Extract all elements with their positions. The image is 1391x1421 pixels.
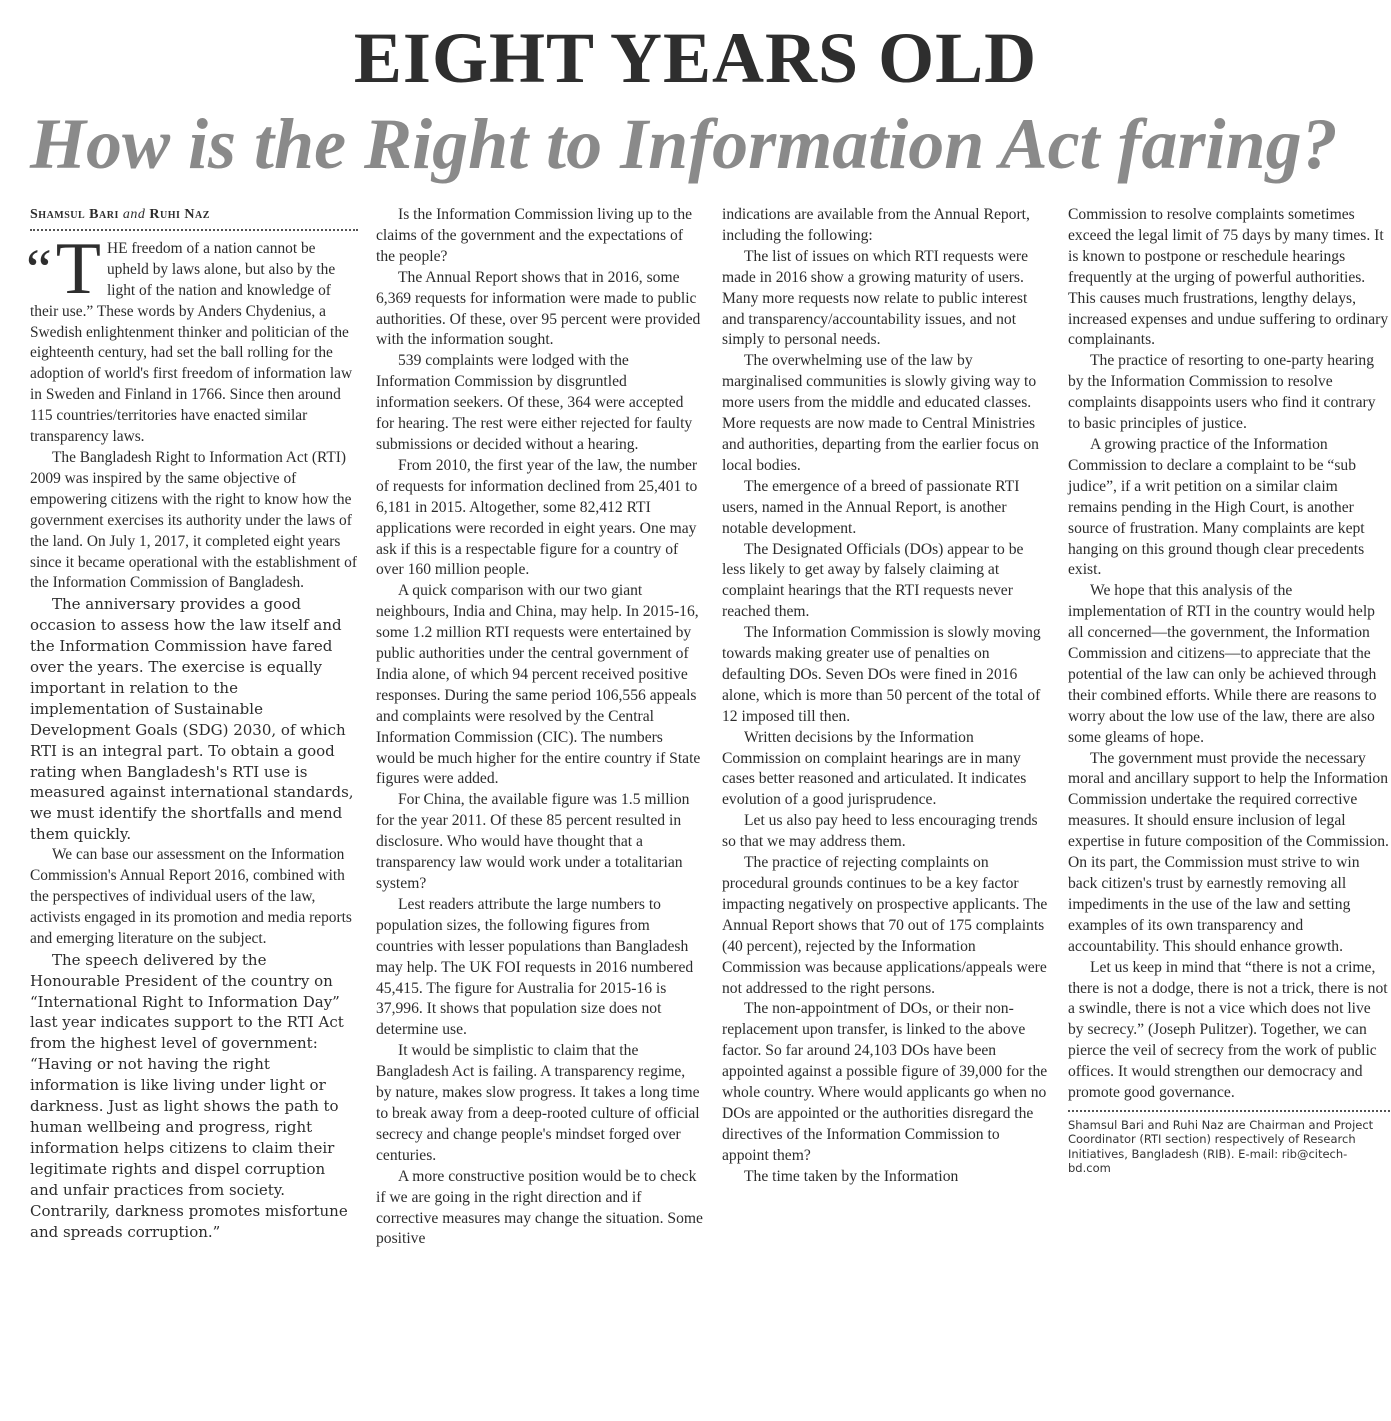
paragraph: Is the Information Commission living up to the claims of the government and the expectations of the people? bbox=[376, 206, 693, 265]
paragraph: The list of issues on which RTI requests were made in 2016 show a growing maturity of users. Many more requests now relate to public interest and transparency/accountability issues, and not simply to personal needs. bbox=[722, 247, 1029, 349]
paragraph: The practice of resorting to one-party hearing by the Information Commission to resolve complaints disappoints users who find it contrary to basic principles of justice. bbox=[1068, 352, 1376, 433]
paragraph: The speech delivered by the Honourable President of the country on “International Right to Information Day” last year indicates support to the RTI Act from the highest level of government: “Having or not having the right information is like living under light or darkness. Just as light shows the path to human wellbeing and progress, right information helps citizens to claim their legitimate rights and dispel corruption and unfair practices from society. Contrarily, darkness promotes misfortune and spreads corruption.” bbox=[30, 950, 348, 1241]
paragraph: 539 complaints were lodged with the Information Commission by disgruntled information seekers. Of these, 364 were accepted for hearing. The rest were either rejected for faulty submissions or decided without a hearing. bbox=[376, 352, 693, 453]
paragraph: It would be simplistic to claim that the Bangladesh Act is failing. A transparency regime, by nature, makes slow progress. It takes a long time to break away from a deep-rooted culture of official secrecy and change people's mindset forged over centuries. bbox=[376, 1042, 700, 1164]
paragraph: Lest readers attribute the large numbers to population sizes, the following figures from countries with lesser populations than Bangladesh may help. The UK FOI requests in 2016 numbered 45,415. The figure for Australia for 2015-16 is 37,996. It shows that population size does not determine use. bbox=[376, 895, 694, 1039]
paragraph: The time taken by the Information bbox=[744, 1167, 959, 1185]
paragraph: Let us keep in mind that “there is not a crime, there is not a dodge, there is not a trick, there is not a swindle, there is not a vice which does not live by secrecy.” (Joseph Pulitzer). Together, we can pierce the veil of secrecy from the work of public offices. It would strengthen our democracy and promote good governance. bbox=[1068, 958, 1388, 1102]
byline-conjunction: and bbox=[122, 207, 146, 222]
column-3 bbox=[722, 205, 1050, 1188]
paragraph: indications are available from the Annual Report, including the following: bbox=[722, 206, 1030, 244]
paragraph: The Information Commission is slowly moving towards making greater use of penalties on defaulting DOs. Seven DOs were fined in 2016 alone, which is more than 50 percent of the total of 12 imposed till then. bbox=[722, 624, 1041, 725]
author-2: Ruhi Naz bbox=[149, 207, 210, 222]
paragraph: We can base our assessment on the Information Commission's Annual Report 2016, combined with the perspectives of individual users of the law, activists engaged in its promotion and media reports and emerging literature on the subject. bbox=[30, 846, 352, 947]
paragraph: The Designated Officials (DOs) appear to be less likely to get away by falsely claiming at complaint hearings that the RTI requests never reached them. bbox=[722, 540, 1024, 621]
paragraph: From 2010, the first year of the law, the number of requests for information declined from 25,401 to 6,181 in 2015. Altogether, some 82,412 RTI applications were recorded in eight years. One may ask if this is a respectable figure for a country of over 160 million people. bbox=[376, 456, 698, 579]
author-footnote: Shamsul Bari and Ruhi Naz are Chairman and Project Coordinator (RTI section) respectively of Research Initiatives, Bangladesh (RIB). E-mail: rib@citech-bd.com bbox=[1068, 1110, 1390, 1176]
subheadline: How is the Right to Information Act faring? bbox=[30, 104, 1338, 184]
paragraph: The emergence of a breed of passionate RTI users, named in the Annual Report, is another notable development. bbox=[722, 477, 1020, 537]
paragraph: The Annual Report shows that in 2016, some 6,369 requests for information were made to public authorities. Of these, over 95 percent were provided with the information sought. bbox=[376, 268, 701, 349]
dropcap-letter: T bbox=[55, 227, 101, 310]
paragraph: The Bangladesh Right to Information Act (RTI) 2009 was inspired by the same objective of empowering citizens with the right to know how the government exercises its authority under the laws of the land. On July 1, 2017, it completed eight years since it became operational with the establishment of the Information Commission of Bangladesh. bbox=[30, 448, 357, 592]
column-4 bbox=[1068, 205, 1390, 1176]
paragraph: The government must provide the necessary moral and ancillary support to help the Information Commission undertake the required corrective measures. It should ensure inclusion of legal expertise in future composition of the Commission. On its part, the Commission must strive to win back citizen's trust by earnestly removing all impediments in the use of the law and setting examples of its own transparency and accountability. This should enhance growth. bbox=[1068, 749, 1389, 955]
paragraph: Written decisions by the Information Commission on complaint hearings are in many cases better reasoned and articulated. It indicates evolution of a good jurisprudence. bbox=[722, 728, 1027, 809]
paragraph: A quick comparison with our two giant neighbours, India and China, may help. In 2015-16, some 1.2 million RTI requests were entertained by public authorities under the central government of India alone, of which 94 percent received positive responses. During the same period 106,556 appeals and complaints were resolved by the Central Information Commission (CIC). The numbers would be much higher for the entire country if State figures were added. bbox=[376, 582, 701, 788]
paragraph: The practice of rejecting complaints on procedural grounds continues to be a key factor impacting negatively on prospective applicants. The Annual Report shows that 70 out of 175 complaints (40 percent), rejected by the Information Commission was because applications/appeals were not addressed to the right persons. bbox=[722, 854, 1048, 997]
author-1: Shamsul Bari bbox=[30, 207, 119, 222]
column-1 bbox=[26, 205, 358, 1242]
paragraph: The anniversary provides a good occasion to assess how the law itself and the Information Commission have fared over the years. The exercise is equally important in relation to the implementation of Sustainable Development Goals (SDG) 2030, of which RTI is an integral part. To obtain a good rating when Bangladesh's RTI use is measured against international standards, we must identify the shortfalls and mend them quickly. bbox=[30, 595, 354, 844]
paragraph: We hope that this analysis of the implementation of RTI in the country would help all concerned—the government, the Information Commission and citizens—to appreciate that the potential of the law can only be achieved through their combined efforts. While there are reasons to worry about the low use of the law, there are also some gleams of hope. bbox=[1068, 582, 1377, 746]
paragraph: The overwhelming use of the law by marginalised communities is slowly giving way to more users from the middle and educated classes. More requests are now made to Central Ministries and authorities, departing from the earlier focus on local bodies. bbox=[722, 352, 1039, 474]
paragraph: A more constructive position would be to check if we are going in the right direction and if corrective measures may change the situation. Some positive bbox=[376, 1167, 703, 1248]
paragraph: A growing practice of the Information Commission to declare a complaint to be “sub judice”, if a writ petition on a similar claim remains pending in the High Court, is another source of frustration. Many complaints are kept hanging on this ground though clear precedents exist. bbox=[1068, 435, 1365, 579]
dropcap-quote: “ bbox=[26, 236, 52, 302]
column-2 bbox=[376, 205, 704, 1250]
paragraph bbox=[26, 227, 358, 448]
paragraph: For China, the available figure was 1.5 million for the year 2011. Of these 85 percent resulted in disclosure. Who would have thought that a transparency law would work under a totalitarian system? bbox=[376, 791, 690, 892]
paragraph: Commission to resolve complaints sometimes exceed the legal limit of 75 days by many times. It is known to postpone or reschedule hearings frequently at the urging of powerful authorities. This causes much frustrations, lengthy delays, increased expenses and undue suffering to ordinary complainants. bbox=[1068, 206, 1389, 349]
paragraph: Let us also pay heed to less encouraging trends so that we may address them. bbox=[722, 812, 1038, 851]
paragraph-text: HE freedom of a nation cannot be upheld by laws alone, but also by the light of the nation and knowledge of their use.” These words by Anders Chydenius, a Swedish enlightenment thinker and politician of the eighteenth century, had set the ball rolling for the adoption of world's first freedom of information law in Sweden and Finland in 1766. Since then around 115 countries/territories have enacted similar transparency laws. bbox=[30, 239, 353, 446]
paragraph: The non-appointment of DOs, or their non-replacement upon transfer, is linked to the above factor. So far around 24,103 DOs have been appointed against a possible figure of 39,000 for the whole country. Where would applicants go when no DOs are appointed or the authorities disregard the directives of the Information Commission to appoint them? bbox=[722, 1000, 1048, 1164]
headline: EIGHT YEARS OLD bbox=[353, 18, 1038, 98]
